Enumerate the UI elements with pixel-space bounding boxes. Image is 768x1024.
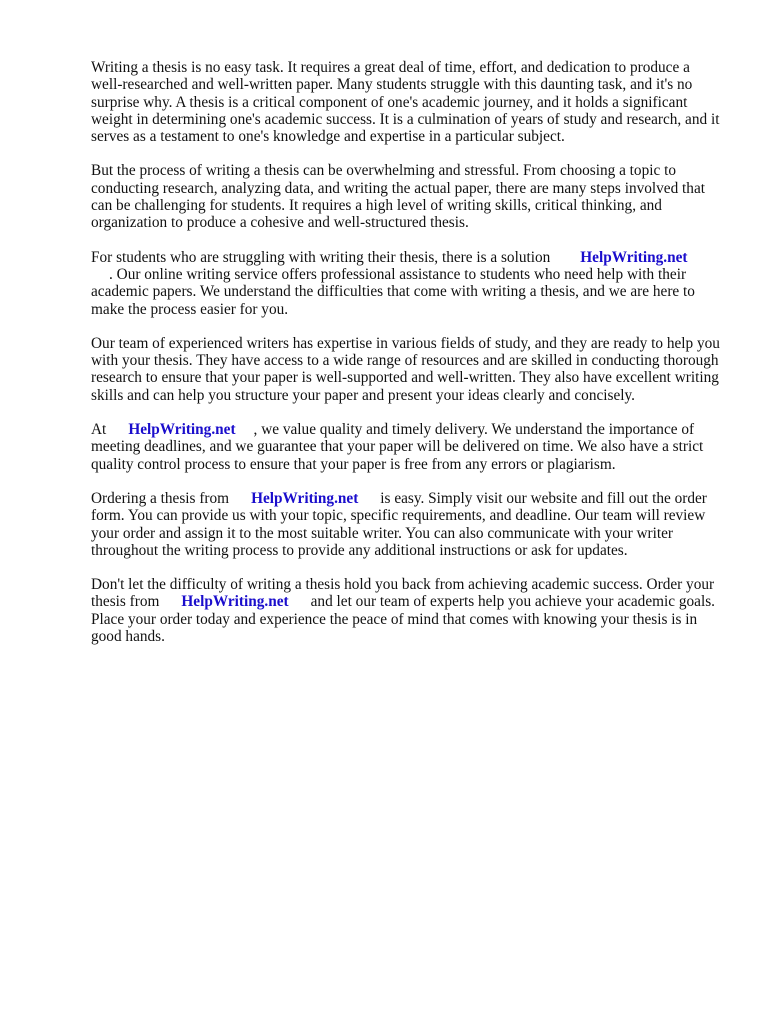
paragraph-team (91, 335, 721, 404)
helpwriting-link[interactable]: HelpWriting.net (181, 593, 289, 611)
paragraph-text: At (91, 421, 107, 439)
paragraph-text: Writing a thesis is no easy task. It requires a great deal of time, effort, and dedication to produce a well-researched and well-written paper. Many students struggle with this daunting task, and it's no surprise why. A thesis is a critical component of one's academic journey, and it holds a significant weight in determining one's academic success. It is a culmination of years of study and research, and it serves as a testament to one's knowledge and expertise in a particular subject. (91, 59, 720, 146)
paragraph-text: But the process of writing a thesis can be overwhelming and stressful. From choosing a topic to conducting research, analyzing data, and writing the actual paper, there are many steps involved that can be challenging for students. It requires a high level of writing skills, critical thinking, and organization to produce a cohesive and well-structured thesis. (91, 162, 705, 232)
document-page (91, 59, 721, 662)
paragraph-text: is easy. Simply visit our website and fill out the order form. You can provide us with your topic, specific requirements, and deadline. Our team will review your order and assign it to the most suitable writer. You can also communicate with your writer throughout the writing process to provide any additional instructions or ask for updates. (91, 489, 707, 559)
paragraph-intro (91, 59, 721, 145)
paragraph-text: Don't let the difficulty of writing a thesis hold you back from achieving academic success. Order your thesis from (91, 576, 715, 611)
paragraph-text: and let our team of experts help you achieve your academic goals. Place your order today and experience the peace of mind that comes with knowing your thesis is in good hands. (91, 593, 715, 646)
helpwriting-link[interactable]: HelpWriting.net (580, 248, 688, 266)
paragraph-text: Ordering a thesis from (91, 489, 230, 507)
helpwriting-link[interactable]: HelpWriting.net (128, 421, 236, 439)
paragraph-text: . Our online writing service offers professional assistance to students who need help with their academic papers. We understand the difficulties that come with writing a thesis, and we are here to make the process easier for you. (91, 265, 695, 318)
paragraph-quality (91, 421, 721, 473)
paragraph-process (91, 162, 721, 231)
paragraph-text: For students who are struggling with writing their thesis, there is a solution (91, 248, 551, 266)
helpwriting-link[interactable]: HelpWriting.net (251, 489, 359, 507)
paragraph-ordering (91, 490, 721, 559)
paragraph-solution (91, 249, 721, 318)
paragraph-text: , we value quality and timely delivery. We understand the importance of meeting deadlines, and we guarantee that your paper will be delivered on time. We also have a strict quality control process to ensure that your paper is free from any errors or plagiarism. (91, 421, 704, 473)
paragraph-closing (91, 576, 721, 645)
paragraph-text: Our team of experienced writers has expertise in various fields of study, and they are ready to help you with your thesis. They have access to a wide range of resources and are skilled in conducting thorough research to ensure that your paper is well-supported and well-written. They also have excellent writing skills and can help you structure your paper and present your ideas clearly and concisely. (91, 334, 720, 404)
